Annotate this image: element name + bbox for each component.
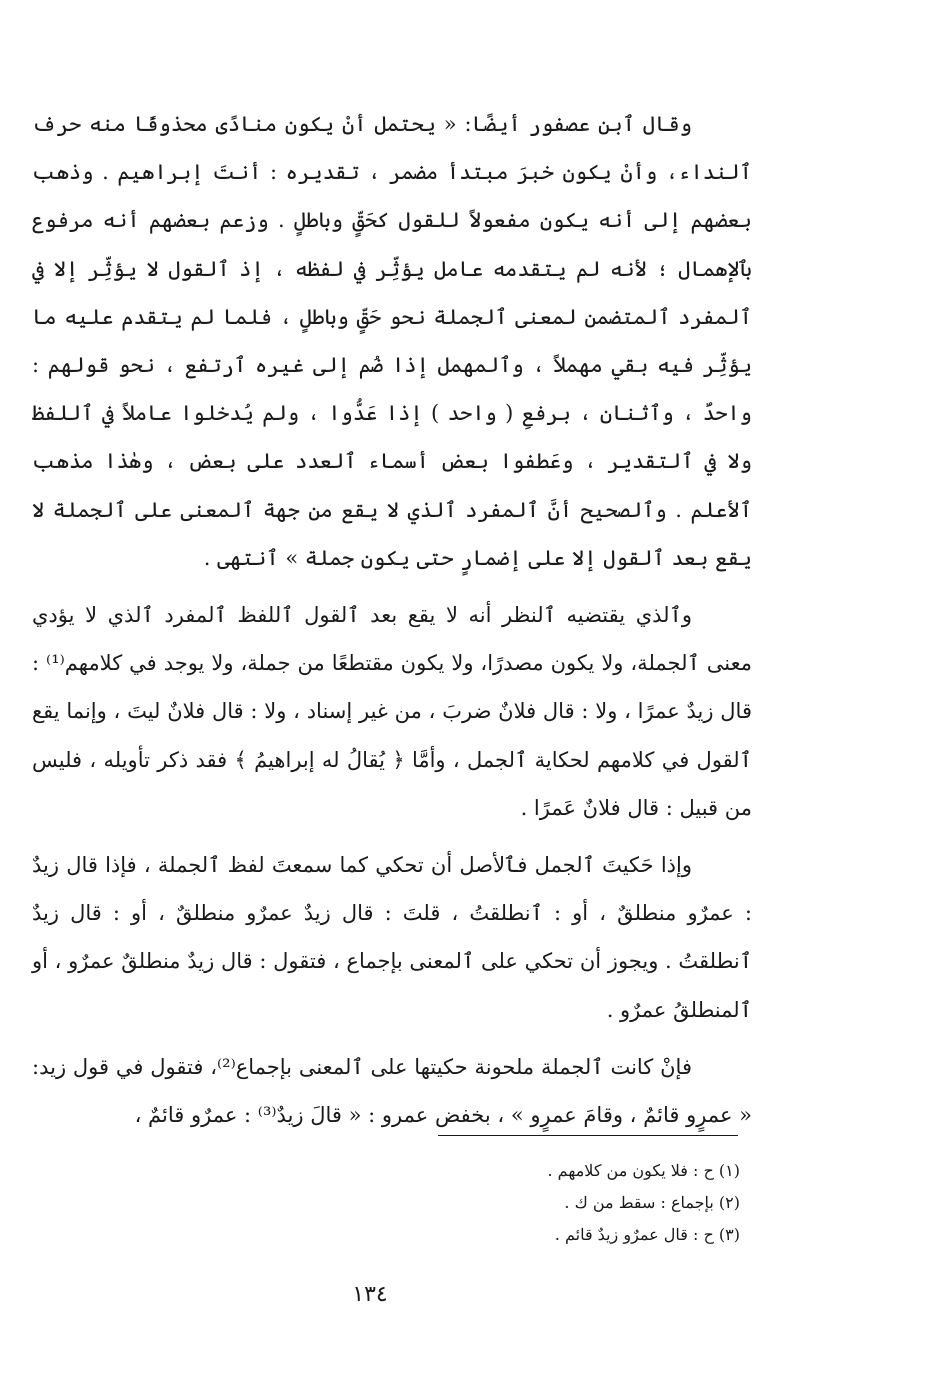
paragraph-1: وقال ٱبن عصفور أيضًا: « يحتمل أنْ يكون منادًى محذوفًا منه حرف ٱلنداء، وأنْ يكون خبرَ مبتدأ مضمر ، تقديره : أنتَ إبراهيم . وذهب بعضهم إلى أنه يكون مفعولاً للقول كحَقٍّ وباطلٍ . وزعم بعضهم أنه مرفوع بٱلإهمال ؛ لأنه لم يتقدمه عامل يؤثِّر في لفظه ، إذ ٱلقول لا يؤثِّر إلا في ٱلمفرد ٱلمتضمن لمعنى ٱلجملة نحو حَقٍّ وباطلٍ ، فلما لم يتقدم عليه ما يؤثِّر فيه بقي مهملاً ، وٱلمهمل إذا ضُم إلى غيره ٱرتفع ، نحو قولهم : واحدٌ ، وٱثنان ، برفعِ ( واحد ) إذا عَدُّوا ، ولم يُدخلوا عاملاً في ٱللفظ ولا في ٱلتقدير ، وعَطفوا بعض أسماء ٱلعدد على بعض ، وهٰذا مذهب ٱلأعلم . وٱلصحيح أنَّ ٱلمفرد ٱلذي لا يقع من جهة ٱلمعنى على ٱلجملة لا يقع بعد ٱلقول إلا على إضمارٍ حتى يكون جملة » ٱنتهى .: [32, 112, 752, 570]
footnote-3: (٣) ح : قال عمرٌو زيدٌ قائم .: [554, 1225, 740, 1244]
paragraph-4: فإنْ كانت ٱلجملة ملحونة حكيتها على ٱلمعنى بإجماع⁽²⁾، فتقول في قول زيد: « عمرٍو قائمٌ ، وقامَ عمرٍو » ، بخفض عمرو : « قالَ زيدٌ⁽³⁾ : عمرٌو قائمٌ ،: [32, 1054, 752, 1128]
footnotes: [400, 1155, 740, 1251]
footnote-2: (٢) بإجماع : سقط من ك .: [564, 1193, 740, 1212]
page-number: ١٣٤: [352, 1282, 388, 1307]
footnote-separator: [438, 1135, 738, 1136]
footnote-1: (١) ح : فلا يكون من كلامهم .: [547, 1161, 740, 1180]
main-text-body: [32, 100, 752, 1148]
paragraph-3: وإذا حَكيتَ ٱلجمل فٱلأصل أن تحكي كما سمعتَ لفظ ٱلجملة ، فإذا قال زيدٌ : عمرٌو منطلقٌ ، أو : ٱنطلقتُ ، قلتَ : قال زيدٌ عمرٌو منطلقٌ ، أو : قال زيدٌ ٱنطلقتُ . ويجوز أن تحكي على ٱلمعنى بإجماع ، فتقول : قال زيدٌ منطلقٌ عمرٌو ، أو ٱلمنطلقُ عمرٌو .: [32, 853, 752, 1022]
paragraph-2: وٱلذي يقتضيه ٱلنظر أنه لا يقع بعد ٱلقول ٱللفظ ٱلمفرد ٱلذي لا يؤدي معنى ٱلجملة، ولا يكون مصدرًا، ولا يكون مقتطعًا من جملة، ولا يوجد في كلامهم⁽¹⁾ : قال زيدٌ عمرًا ، ولا : قال فلانٌ ضربَ ، من غير إسناد ، ولا : قال فلانٌ ليتَ ، وإنما يقع ٱلقول في كلامهم لحكاية ٱلجمل ، وأمَّا ﴿ يُقالُ له إبراهيمُ ﴾ فقد ذكر تأويله ، فليس من قبيل : قال فلانٌ عَمرًا .: [32, 603, 752, 820]
